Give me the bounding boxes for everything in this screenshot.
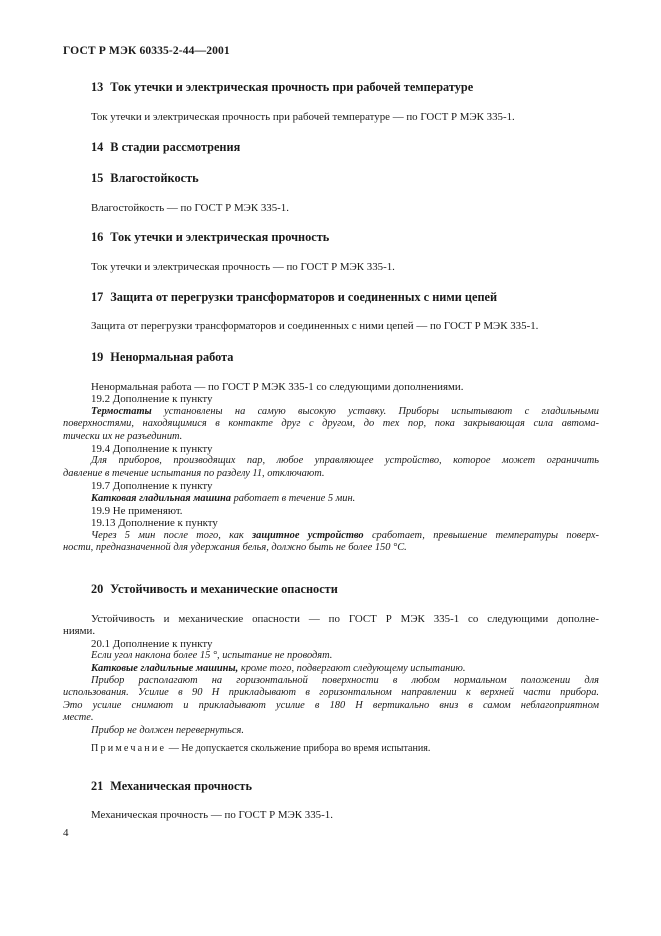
- section-19-intro: Ненормальная работа — по ГОСТ Р МЭК 335-1 со следующими дополнениями.: [91, 381, 464, 393]
- clause-20-1-procedure: Прибор располагают на горизонтальной поверхности в любом нормальном положении для использования. Усилие в 90 Н прикладывают в горизонтальном направлении к верхней части прибора. Это усилие снимают и прикладывают усилие в 180 Н вертикально вниз в самом неблагоприятном месте.: [63, 675, 599, 724]
- section-19-heading: [91, 350, 233, 365]
- section-14-title: В стадии рассмотрения: [110, 140, 241, 154]
- document-code-header: ГОСТ Р МЭК 60335-2-44—2001: [63, 44, 230, 57]
- clause-19-13-text: Через 5 мин после того, как защитное устройство сработает, превышение температуры поверх- ности, предназначенной для удержания белья, должно быть не более 150 °С.: [63, 529, 599, 554]
- section-20-number: 20: [91, 582, 104, 596]
- section-17-text: Защита от перегрузки трансформаторов и соединенных с ними цепей — по ГОСТ Р МЭК 335-1.: [91, 320, 539, 332]
- clause-19-7-label: 19.7 Дополнение к пункту: [91, 480, 213, 493]
- clause-19-2-text: Термостаты установлены на самую высокую уставку. Приборы испытывают с гладильными поверхностями, находящимися в контакте друг с другом, до тех пор, пока закрывающая сила автома- тически их не разъединит.: [63, 405, 599, 442]
- section-19-number: 19: [91, 350, 104, 364]
- section-21-title: Механическая прочность: [110, 779, 252, 793]
- section-19-body: [63, 381, 599, 555]
- section-21-text: Механическая прочность — по ГОСТ Р МЭК 335-1.: [91, 809, 333, 821]
- clause-19-2-label: 19.2 Дополнение к пункту: [91, 393, 213, 406]
- note-text: — Не допускается скольжение прибора во время испытания.: [168, 743, 431, 755]
- section-20-heading: [91, 582, 338, 597]
- section-19-title: Ненормальная работа: [110, 350, 234, 364]
- section-15-number: 15: [91, 171, 104, 185]
- section-17-number: 17: [91, 290, 104, 304]
- clause-19-4-label: 19.4 Дополнение к пункту: [91, 443, 213, 456]
- section-15-title: Влагостойкость: [110, 171, 199, 185]
- section-13-heading: [91, 80, 473, 95]
- note-label: Примечание: [91, 743, 167, 755]
- section-13-title: Ток утечки и электрическая прочность при рабочей температуре: [110, 80, 474, 94]
- clause-20-1-tilt: Если угол наклона более 15 °, испытание не проводят.: [91, 650, 333, 662]
- section-14-heading: [91, 140, 240, 155]
- section-14-number: 14: [91, 140, 104, 154]
- clause-20-1-result: Прибор не должен перевернуться.: [91, 724, 244, 736]
- section-13-number: 13: [91, 80, 104, 94]
- page-number: 4: [63, 827, 69, 839]
- section-21-number: 21: [91, 779, 104, 793]
- section-20-body: [63, 613, 599, 755]
- section-17-heading: [91, 290, 497, 305]
- clause-19-13-label: 19.13 Дополнение к пункту: [91, 517, 218, 530]
- section-16-number: 16: [91, 230, 104, 244]
- section-16-title: Ток утечки и электрическая прочность: [110, 230, 330, 244]
- clause-20-1-machines: Катковые гладильные машины, кроме того, подвергают следующему испытанию.: [91, 662, 466, 674]
- clause-19-4-text: Для приборов, производящих пар, любое управляющее устройство, которое может ограничить давление в течение испытания по разделу 11, отключают.: [63, 455, 599, 479]
- clause-19-7-text: Катковая гладильная машина работает в течение 5 мин.: [91, 492, 356, 504]
- clause-20-1-label: 20.1 Дополнение к пункту: [91, 637, 213, 650]
- section-16-text: Ток утечки и электрическая прочность — по ГОСТ Р МЭК 335-1.: [91, 261, 395, 273]
- section-15-text: Влагостойкость — по ГОСТ Р МЭК 335-1.: [91, 202, 289, 214]
- clause-19-2-bold: Термостаты: [91, 405, 152, 417]
- section-17-title: Защита от перегрузки трансформаторов и соединенных с ними цепей: [110, 290, 498, 304]
- note: [63, 743, 599, 755]
- section-20-title: Устойчивость и механические опасности: [110, 582, 338, 596]
- section-15-heading: [91, 171, 199, 186]
- clause-19-9: 19.9 Не применяют.: [91, 505, 183, 518]
- section-13-text: Ток утечки и электрическая прочность при рабочей температуре — по ГОСТ Р МЭК 335-1.: [91, 111, 515, 123]
- section-20-intro: Устойчивость и механические опасности — по ГОСТ Р МЭК 335-1 со следующими дополне- ниями.: [63, 613, 599, 638]
- section-16-heading: [91, 230, 329, 245]
- section-21-heading: [91, 779, 252, 794]
